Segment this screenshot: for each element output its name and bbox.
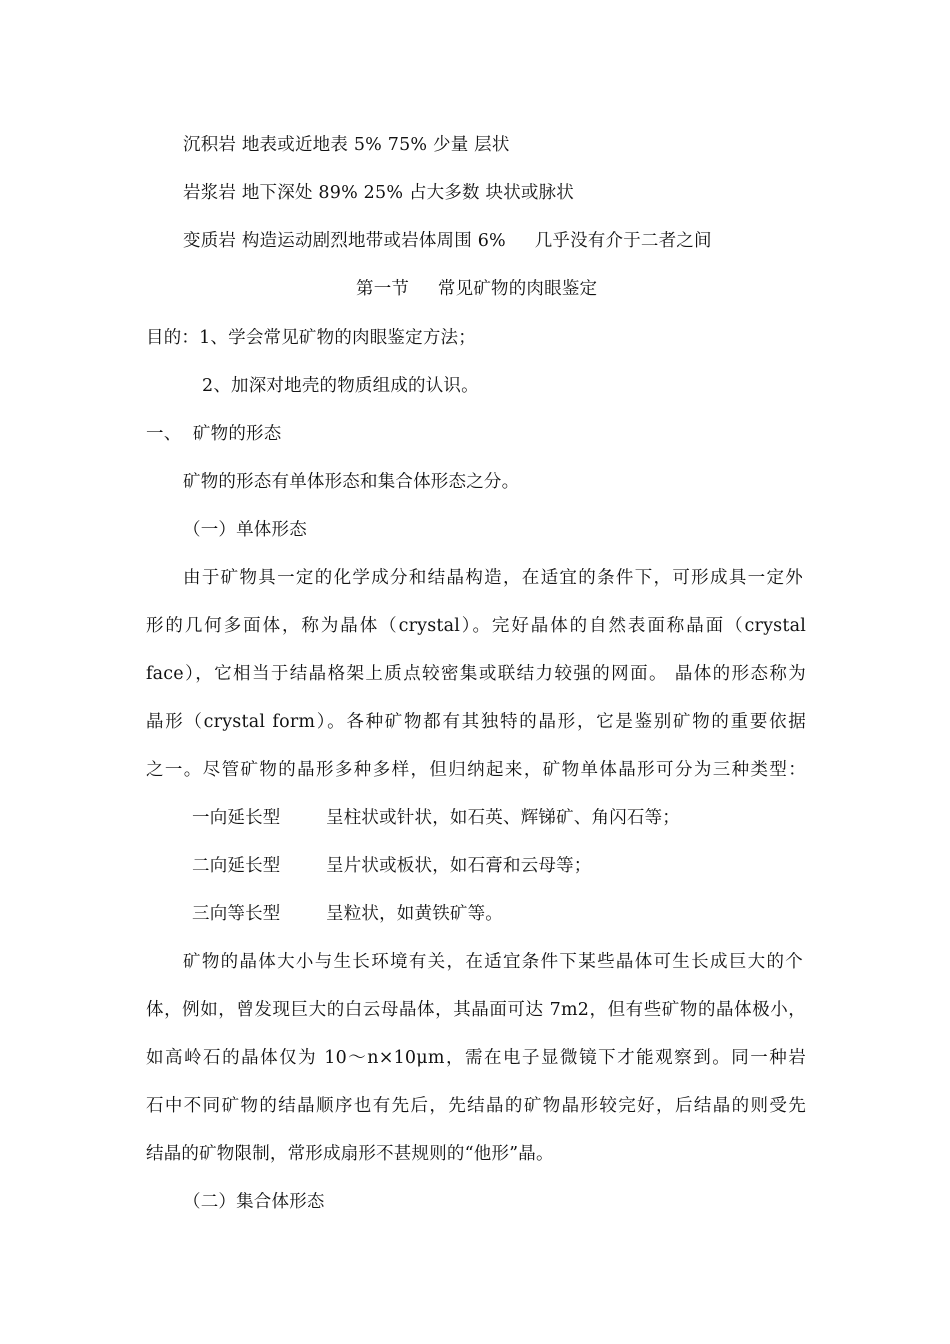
para2-line-1: 矿物的晶体大小与生长环境有关，在适宜条件下某些晶体可生长成巨大的个 [183,952,803,972]
para1-line-2: 形的几何多面体，称为晶体（crystal）。完好晶体的自然表面称晶面（crystal [146,616,806,636]
type-name-3: 三向等长型 [192,904,281,924]
type-desc-2: 呈片状或板状，如石膏和云母等； [326,856,592,876]
rock-row-sedimentary: 沉积岩 地表或近地表 5% 75% 少量 层状 [183,135,510,155]
para1-line-3: face），它相当于结晶格架上质点较密集或联结力较强的网面。 晶体的形态称为 [146,664,806,684]
purpose-line-1: 目的：1、学会常见矿物的肉眼鉴定方法； [146,328,476,348]
para2-line-2: 体，例如，曾发现巨大的白云母晶体，其晶面可达 7m2，但有些矿物的晶体极小， [146,1000,806,1020]
type-desc-3: 呈粒状，如黄铁矿等。 [326,904,503,924]
heading-mineral-forms: 一、 矿物的形态 [146,424,282,444]
para1-line-5: 之一。尽管矿物的晶形多种多样，但归纳起来，矿物单体晶形可分为三种类型： [146,760,806,780]
type-name-2: 二向延长型 [192,856,281,876]
para1-line-1: 由于矿物具一定的化学成分和结晶构造，在适宜的条件下，可形成具一定外 [183,568,803,588]
subheading-single-form: （一）单体形态 [183,520,307,540]
subheading-aggregate-form: （二）集合体形态 [183,1192,325,1212]
type-desc-1: 呈柱状或针状，如石英、辉锑矿、角闪石等； [326,808,680,828]
rock-row-metamorphic: 变质岩 构造运动剧烈地带或岩体周围 6% 几乎没有介于二者之间 [183,231,712,251]
intro-paragraph: 矿物的形态有单体形态和集合体形态之分。 [183,472,520,492]
purpose-line-2: 2、加深对地壳的物质组成的认识。 [202,376,479,396]
para2-line-3: 如高岭石的晶体仅为 10～n×10μm，需在电子显微镜下才能观察到。同一种岩 [146,1048,806,1068]
para2-line-4: 石中不同矿物的结晶顺序也有先后，先结晶的矿物晶形较完好，后结晶的则受先 [146,1096,806,1116]
rock-row-igneous: 岩浆岩 地下深处 89% 25% 占大多数 块状或脉状 [183,183,575,203]
section-title: 第一节 常见矿物的肉眼鉴定 [356,279,598,299]
para1-line-4: 晶形（crystal form）。各种矿物都有其独特的晶形，它是鉴别矿物的重要依据 [146,712,806,732]
type-name-1: 一向延长型 [192,808,281,828]
para2-line-5: 结晶的矿物限制，常形成扇形不甚规则的“他形”晶。 [146,1144,554,1164]
